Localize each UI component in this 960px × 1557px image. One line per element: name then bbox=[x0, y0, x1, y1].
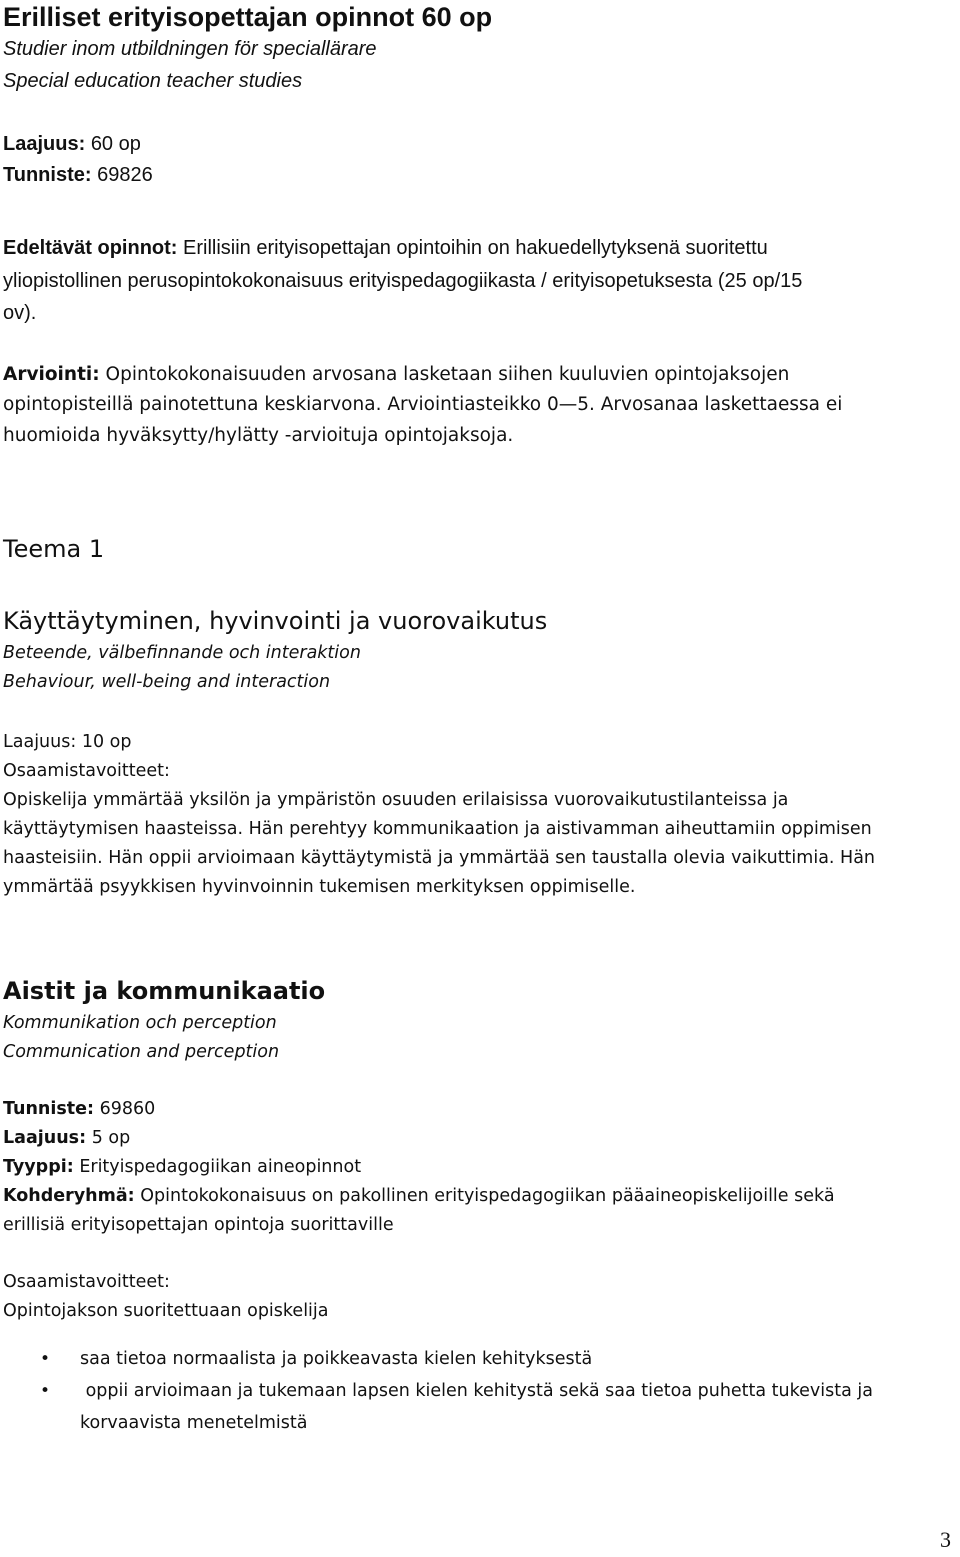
list-item bbox=[0, 1375, 960, 1439]
course-laajuus-value: 5 op bbox=[91, 1128, 131, 1148]
course-kohderyhma-line-1 bbox=[3, 1186, 835, 1206]
arviointi-line-3: huomioida hyväksytty/hylätty -arvioituja opintojaksoja. bbox=[3, 425, 514, 446]
course-tyyppi-label: Tyyppi: bbox=[3, 1157, 74, 1177]
theme-osaamis-line-3: haasteisiin. Hän oppii arvioimaan käyttäytymistä ja ymmärtää sen taustalla olevia vaikuttimia. Hän bbox=[3, 848, 876, 868]
course-title: Aistit ja kommunikaatio bbox=[3, 977, 326, 1005]
arviointi-text: Opintokokonaisuuden arvosana lasketaan siihen kuuluvien opintojaksojen bbox=[105, 364, 790, 385]
edeltavat-text: Erillisiin erityisopettajan opintoihin on hakuedellytyksenä suoritettu bbox=[183, 237, 768, 259]
list-item-line: oppii arvioimaan ja tukemaan lapsen kielen kehitystä sekä saa tietoa puhetta tukevista ja bbox=[80, 1381, 873, 1401]
page-number: 3 bbox=[940, 1527, 951, 1552]
course-tunniste-label: Tunniste: bbox=[3, 1099, 95, 1119]
course-kohderyhma-text: Opintokokonaisuus on pakollinen erityispedagogiikan pääaineopiskelijoille sekä bbox=[140, 1186, 835, 1206]
laajuus-value: 60 op bbox=[90, 133, 141, 155]
course-tyyppi-value: Erityispedagogiikan aineopinnot bbox=[79, 1157, 362, 1177]
edeltavat-line-1 bbox=[3, 237, 768, 260]
theme-heading: Teema 1 bbox=[3, 535, 105, 563]
tunniste-value: 69826 bbox=[97, 164, 153, 186]
document-title: Erilliset erityisopettajan opinnot 60 op bbox=[3, 2, 493, 32]
edeltavat-label: Edeltävät opinnot: bbox=[3, 237, 178, 259]
theme-laajuus-label: Laajuus: bbox=[3, 732, 77, 752]
arviointi-line-1 bbox=[3, 364, 789, 385]
theme-laajuus-value: 10 op bbox=[81, 732, 132, 752]
course-tyyppi-row bbox=[3, 1157, 361, 1177]
theme-laajuus-row bbox=[3, 732, 132, 752]
course-kohderyhma-line-2: erillisiä erityisopettajan opintoja suorittaville bbox=[3, 1215, 394, 1235]
theme-osaamis-label: Osaamistavoitteet: bbox=[3, 761, 170, 781]
theme-subtitle-en: Behaviour, well-being and interaction bbox=[3, 672, 331, 692]
course-tunniste-row bbox=[3, 1099, 155, 1119]
course-osaamis-intro: Opintojakson suoritettuaan opiskelija bbox=[3, 1301, 329, 1321]
theme-osaamis-line-4: ymmärtää psyykkisen hyvinvoinnin tukemisen merkityksen oppimiselle. bbox=[3, 877, 636, 897]
arviointi-line-2: opintopisteillä painotettuna keskiarvona. Arviointiasteikko 0—5. Arvosanaa laskettaessa ei bbox=[3, 394, 843, 415]
laajuus-label: Laajuus: bbox=[3, 133, 86, 155]
list-item-line: saa tietoa normaalista ja poikkeavasta kielen kehityksestä bbox=[80, 1349, 593, 1369]
tunniste-label: Tunniste: bbox=[3, 164, 92, 186]
course-laajuus-label: Laajuus: bbox=[3, 1128, 87, 1148]
arviointi-label: Arviointi: bbox=[3, 364, 100, 385]
theme-osaamis-line-2: käyttäytymisen haasteissa. Hän perehtyy kommunikaation ja aistivamman aiheuttamiin oppimisen bbox=[3, 819, 872, 839]
list-item-line: korvaavista menetelmistä bbox=[80, 1413, 308, 1433]
course-subtitle-sv: Kommunikation och perception bbox=[3, 1013, 277, 1033]
list-item bbox=[0, 1343, 960, 1375]
laajuus-row bbox=[3, 133, 141, 156]
theme-title: Käyttäytyminen, hyvinvointi ja vuorovaikutus bbox=[3, 607, 548, 635]
course-subtitle-en: Communication and perception bbox=[3, 1042, 280, 1062]
tunniste-row bbox=[3, 164, 153, 187]
course-osaamis-label: Osaamistavoitteet: bbox=[3, 1272, 170, 1292]
edeltavat-line-3: ov). bbox=[3, 302, 37, 324]
theme-osaamis-line-1: Opiskelija ymmärtää yksilön ja ympäristön osuuden erilaisissa vuorovaikutustilanteissa ja bbox=[3, 790, 789, 810]
course-objectives-list bbox=[0, 1343, 960, 1439]
bullet-icon: • bbox=[40, 1349, 51, 1369]
bullet-icon: • bbox=[40, 1381, 51, 1401]
course-kohderyhma-label: Kohderyhmä: bbox=[3, 1186, 135, 1206]
theme-subtitle-sv: Beteende, välbefinnande och interaktion bbox=[3, 643, 361, 663]
course-tunniste-value: 69860 bbox=[99, 1099, 156, 1119]
course-laajuus-row bbox=[3, 1128, 130, 1148]
document-subtitle-sv: Studier inom utbildningen för speciallärare bbox=[3, 38, 377, 60]
document-subtitle-en: Special education teacher studies bbox=[3, 70, 303, 92]
edeltavat-line-2: yliopistollinen perusopintokokonaisuus erityispedagogiikasta / erityisopetuksesta (25 op/15 bbox=[3, 270, 803, 292]
